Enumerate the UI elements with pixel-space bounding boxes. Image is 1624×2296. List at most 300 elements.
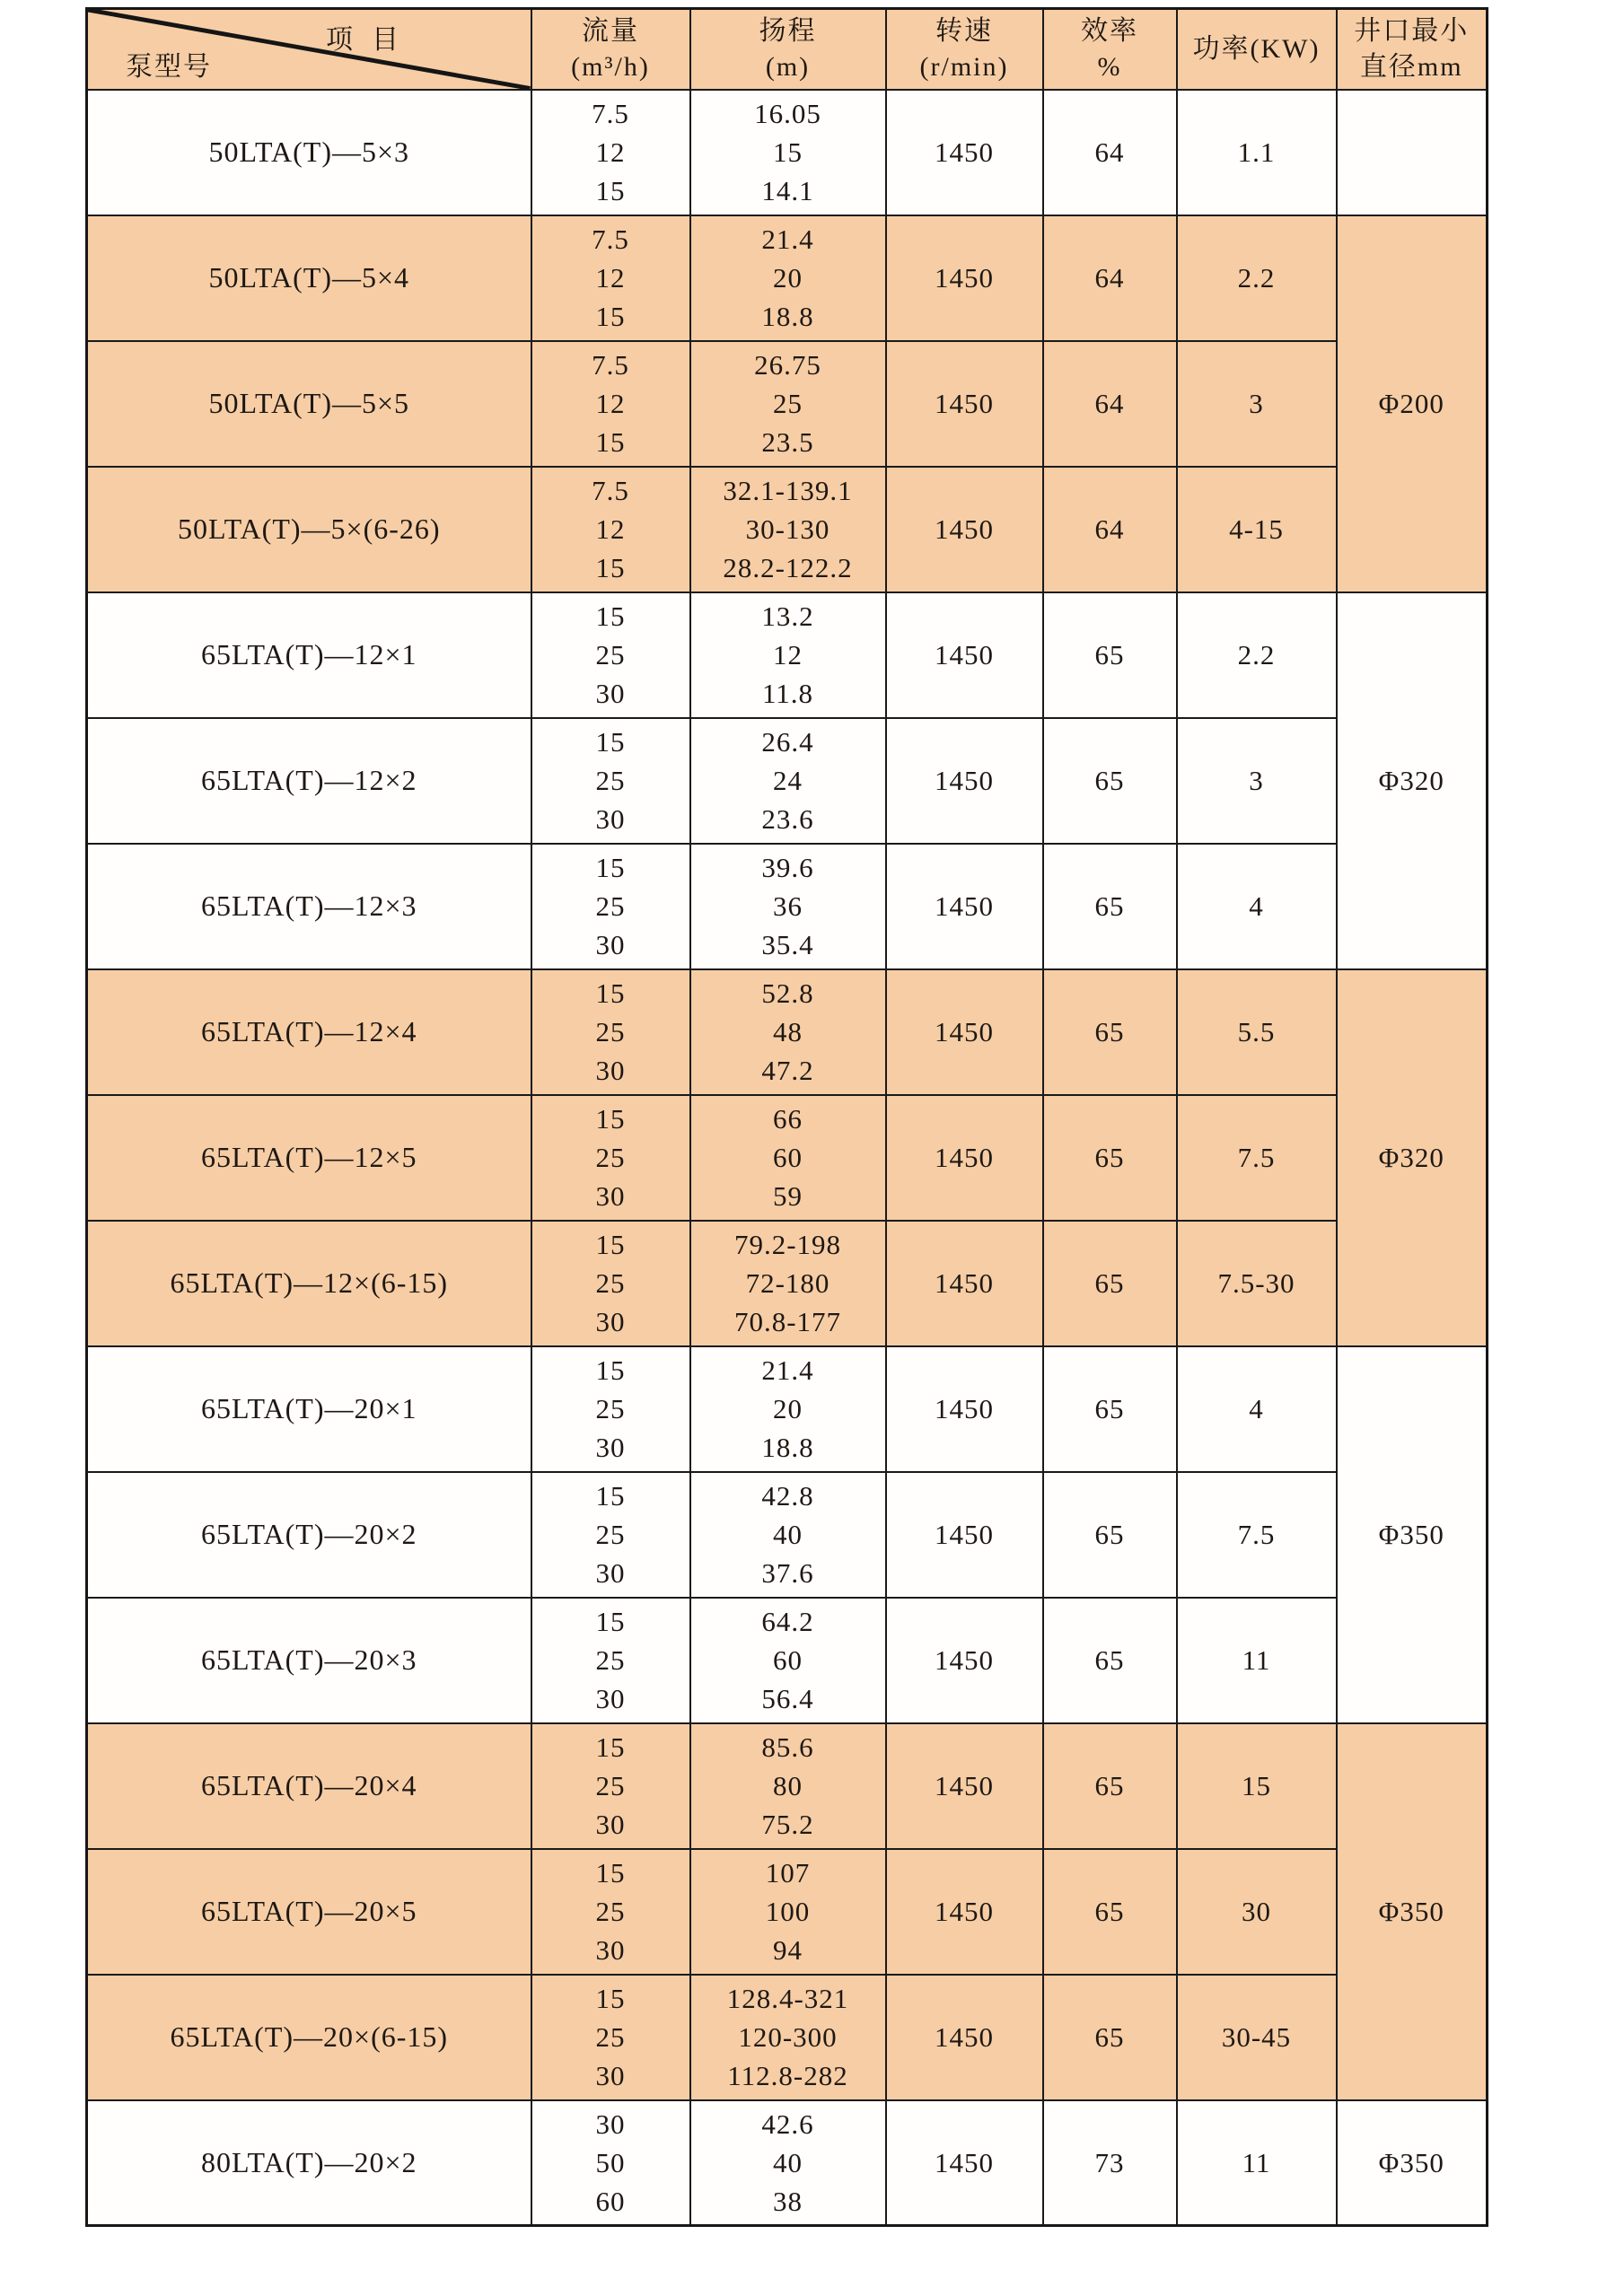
power-cell bbox=[1177, 1849, 1337, 1975]
head-cell-value: 18.8 bbox=[761, 1432, 814, 1463]
head-cell bbox=[690, 969, 886, 1095]
flow-cell bbox=[531, 215, 690, 341]
head-cell-value: 47.2 bbox=[761, 1055, 814, 1086]
speed-cell bbox=[886, 592, 1043, 718]
power-cell bbox=[1177, 969, 1337, 1095]
power-cell-value: 2.2 bbox=[1237, 262, 1276, 294]
power-cell bbox=[1177, 1221, 1337, 1346]
head-cell-value: 42.6 bbox=[761, 2108, 814, 2140]
head-cell-value: 20 bbox=[773, 262, 803, 294]
power-cell bbox=[1177, 1598, 1337, 1723]
efficiency-cell-value: 65 bbox=[1094, 1770, 1125, 1801]
flow-cell-value: 30 bbox=[595, 1055, 626, 1086]
pump-model-cell bbox=[87, 969, 531, 1095]
speed-cell-value: 1450 bbox=[935, 1896, 994, 1927]
well-diameter-cell-value: Φ320 bbox=[1378, 1142, 1444, 1173]
speed-cell bbox=[886, 341, 1043, 467]
flow-cell-value: 7.5 bbox=[592, 223, 629, 255]
flow-cell-value: 25 bbox=[595, 1393, 626, 1424]
flow-cell bbox=[531, 1849, 690, 1975]
table-row bbox=[87, 1221, 1488, 1346]
speed-cell-value: 1450 bbox=[935, 1142, 994, 1173]
table-row bbox=[87, 1598, 1488, 1723]
well-diameter-cell bbox=[1337, 1346, 1488, 1723]
flow-cell-value: 15 bbox=[595, 1857, 626, 1889]
flow-cell-value: 12 bbox=[595, 262, 626, 294]
power-header-title: 功率(KW) bbox=[1192, 33, 1321, 64]
head-cell-value: 20 bbox=[773, 1393, 803, 1424]
power-cell-value: 3 bbox=[1249, 388, 1264, 419]
table-row bbox=[87, 1095, 1488, 1221]
efficiency-cell bbox=[1043, 467, 1177, 592]
pump-model-cell bbox=[87, 1221, 531, 1346]
head-cell bbox=[690, 215, 886, 341]
well-diameter-header-cell bbox=[1337, 9, 1488, 90]
flow-cell-value: 30 bbox=[595, 2108, 626, 2140]
flow-cell bbox=[531, 1221, 690, 1346]
head-cell-value: 120-300 bbox=[738, 2021, 838, 2053]
pump-model-cell bbox=[87, 467, 531, 592]
table-row bbox=[87, 1849, 1488, 1975]
flow-cell bbox=[531, 90, 690, 215]
corner-label-pump-model: 泵型号 bbox=[126, 51, 212, 82]
well-diameter-cell-value: Φ320 bbox=[1378, 765, 1444, 796]
pump-model-cell-value: 50LTA(T)—5×3 bbox=[208, 136, 410, 168]
flow-cell-value: 15 bbox=[595, 1103, 626, 1135]
efficiency-cell bbox=[1043, 718, 1177, 844]
head-cell-value: 75.2 bbox=[761, 1809, 814, 1840]
head-cell-value: 52.8 bbox=[761, 977, 814, 1009]
pump-model-cell bbox=[87, 1598, 531, 1723]
table-row bbox=[87, 1346, 1488, 1472]
power-cell bbox=[1177, 215, 1337, 341]
power-cell-value: 7.5 bbox=[1237, 1519, 1276, 1550]
efficiency-cell bbox=[1043, 1472, 1177, 1598]
power-cell-value: 11 bbox=[1242, 1644, 1271, 1676]
speed-cell bbox=[886, 1723, 1043, 1849]
pump-model-cell bbox=[87, 341, 531, 467]
pump-model-cell-value: 65LTA(T)—20×2 bbox=[200, 1518, 417, 1550]
flow-cell-value: 15 bbox=[595, 852, 626, 883]
pump-model-cell bbox=[87, 1346, 531, 1472]
flow-cell-value: 30 bbox=[595, 929, 626, 960]
corner-header-cell bbox=[87, 9, 531, 90]
table-row bbox=[87, 215, 1488, 341]
head-cell-value: 128.4-321 bbox=[726, 1983, 849, 2014]
head-cell bbox=[690, 467, 886, 592]
flow-cell-value: 15 bbox=[595, 552, 626, 583]
head-cell-value: 12 bbox=[773, 639, 803, 670]
speed-cell bbox=[886, 718, 1043, 844]
table-row bbox=[87, 2100, 1488, 2226]
speed-cell bbox=[886, 2100, 1043, 2226]
head-cell-value: 60 bbox=[773, 1644, 803, 1676]
flow-cell bbox=[531, 969, 690, 1095]
flow-cell-value: 25 bbox=[595, 890, 626, 922]
power-cell bbox=[1177, 467, 1337, 592]
efficiency-cell-value: 64 bbox=[1094, 136, 1125, 168]
power-cell-value: 2.2 bbox=[1237, 639, 1276, 670]
efficiency-cell bbox=[1043, 215, 1177, 341]
flow-cell-value: 7.5 bbox=[592, 349, 629, 381]
power-cell-value: 1.1 bbox=[1237, 136, 1276, 168]
head-cell-value: 36 bbox=[773, 890, 803, 922]
head-cell bbox=[690, 1598, 886, 1723]
head-cell-value: 42.8 bbox=[761, 1480, 814, 1512]
head-cell-value: 21.4 bbox=[761, 223, 814, 255]
table-row bbox=[87, 969, 1488, 1095]
pump-model-cell bbox=[87, 90, 531, 215]
flow-cell-value: 15 bbox=[595, 175, 626, 206]
well-diameter-cell-value: Φ350 bbox=[1378, 2146, 1444, 2178]
pump-model-cell bbox=[87, 1975, 531, 2100]
efficiency-cell bbox=[1043, 1723, 1177, 1849]
head-cell-value: 56.4 bbox=[761, 1683, 814, 1714]
power-cell bbox=[1177, 1723, 1337, 1849]
speed-cell bbox=[886, 1346, 1043, 1472]
head-cell-value: 23.5 bbox=[761, 426, 814, 458]
head-cell-value: 16.05 bbox=[754, 98, 821, 129]
head-cell-value: 26.4 bbox=[761, 726, 814, 758]
head-cell-value: 64.2 bbox=[761, 1606, 814, 1637]
table-row bbox=[87, 1472, 1488, 1598]
flow-cell-value: 15 bbox=[595, 977, 626, 1009]
speed-cell bbox=[886, 215, 1043, 341]
power-cell-value: 7.5 bbox=[1237, 1142, 1276, 1173]
speed-cell bbox=[886, 90, 1043, 215]
head-cell-value: 60 bbox=[773, 1142, 803, 1173]
head-cell bbox=[690, 592, 886, 718]
flow-cell-value: 30 bbox=[595, 678, 626, 709]
efficiency-cell-value: 65 bbox=[1094, 1393, 1125, 1424]
head-cell bbox=[690, 1975, 886, 2100]
flow-cell bbox=[531, 1598, 690, 1723]
flow-cell-value: 30 bbox=[595, 1683, 626, 1714]
pump-model-cell-value: 65LTA(T)—20×5 bbox=[200, 1895, 417, 1927]
pump-model-cell-value: 65LTA(T)—12×2 bbox=[200, 764, 417, 796]
power-cell-value: 4-15 bbox=[1229, 513, 1284, 545]
power-cell-value: 3 bbox=[1249, 765, 1264, 796]
flow-cell-value: 15 bbox=[595, 301, 626, 332]
head-cell-value: 40 bbox=[773, 2146, 803, 2178]
head-header-unit: (m) bbox=[765, 51, 811, 82]
speed-cell-value: 1450 bbox=[935, 262, 994, 294]
speed-cell bbox=[886, 844, 1043, 969]
efficiency-cell-value: 65 bbox=[1094, 890, 1125, 922]
power-cell bbox=[1177, 90, 1337, 215]
flow-cell bbox=[531, 341, 690, 467]
head-cell-value: 66 bbox=[773, 1103, 803, 1135]
power-cell-value: 11 bbox=[1242, 2146, 1271, 2178]
flow-cell bbox=[531, 592, 690, 718]
head-cell-value: 48 bbox=[773, 1016, 803, 1047]
flow-header-cell bbox=[531, 9, 690, 90]
speed-cell-value: 1450 bbox=[935, 1016, 994, 1047]
head-cell-value: 94 bbox=[773, 1934, 803, 1966]
head-cell bbox=[690, 844, 886, 969]
pump-model-cell bbox=[87, 2100, 531, 2226]
efficiency-cell-value: 65 bbox=[1094, 2021, 1125, 2053]
pump-model-cell-value: 80LTA(T)—20×2 bbox=[200, 2145, 417, 2178]
speed-cell-value: 1450 bbox=[935, 2146, 994, 2178]
flow-cell-value: 15 bbox=[595, 726, 626, 758]
speed-header-cell bbox=[886, 9, 1043, 90]
head-cell-value: 21.4 bbox=[761, 1354, 814, 1386]
efficiency-cell bbox=[1043, 1095, 1177, 1221]
head-cell-value: 59 bbox=[773, 1180, 803, 1212]
pump-model-cell-value: 65LTA(T)—12×1 bbox=[200, 638, 417, 670]
table-row bbox=[87, 592, 1488, 718]
pump-model-cell-value: 50LTA(T)—5×(6-26) bbox=[177, 513, 441, 545]
flow-cell-value: 25 bbox=[595, 1770, 626, 1801]
efficiency-cell-value: 64 bbox=[1094, 513, 1125, 545]
efficiency-cell-value: 65 bbox=[1094, 765, 1125, 796]
flow-cell-value: 25 bbox=[595, 765, 626, 796]
head-cell-value: 38 bbox=[773, 2185, 803, 2217]
head-cell-value: 13.2 bbox=[761, 600, 814, 632]
head-cell bbox=[690, 341, 886, 467]
pump-spec-table bbox=[85, 7, 1488, 2227]
flow-cell bbox=[531, 1975, 690, 2100]
speed-cell-value: 1450 bbox=[935, 1644, 994, 1676]
pump-model-cell bbox=[87, 592, 531, 718]
flow-cell bbox=[531, 718, 690, 844]
flow-cell-value: 25 bbox=[595, 1016, 626, 1047]
flow-cell-value: 30 bbox=[595, 2060, 626, 2091]
table-row bbox=[87, 718, 1488, 844]
head-cell-value: 32.1-139.1 bbox=[723, 475, 853, 506]
flow-cell-value: 25 bbox=[595, 1142, 626, 1173]
speed-cell-value: 1450 bbox=[935, 1770, 994, 1801]
speed-header-title: 转速 bbox=[935, 15, 993, 46]
speed-cell bbox=[886, 467, 1043, 592]
head-cell-value: 18.8 bbox=[761, 301, 814, 332]
speed-cell-value: 1450 bbox=[935, 388, 994, 419]
flow-cell-value: 30 bbox=[595, 1809, 626, 1840]
pump-model-cell-value: 65LTA(T)—12×4 bbox=[200, 1015, 417, 1047]
power-cell bbox=[1177, 1346, 1337, 1472]
speed-cell-value: 1450 bbox=[935, 513, 994, 545]
speed-cell bbox=[886, 1472, 1043, 1598]
flow-cell-value: 30 bbox=[595, 1934, 626, 1966]
pump-model-cell-value: 65LTA(T)—12×(6-15) bbox=[170, 1266, 449, 1299]
flow-cell bbox=[531, 2100, 690, 2226]
flow-cell-value: 15 bbox=[595, 1731, 626, 1763]
head-cell-value: 112.8-282 bbox=[727, 2060, 848, 2091]
head-header-title: 扬程 bbox=[759, 15, 817, 46]
pump-model-cell-value: 65LTA(T)—20×(6-15) bbox=[170, 2020, 449, 2053]
efficiency-cell bbox=[1043, 969, 1177, 1095]
power-cell bbox=[1177, 2100, 1337, 2226]
flow-cell-value: 15 bbox=[595, 1229, 626, 1260]
efficiency-cell bbox=[1043, 1221, 1177, 1346]
head-cell-value: 37.6 bbox=[761, 1557, 814, 1589]
power-cell bbox=[1177, 1975, 1337, 2100]
head-cell-value: 24 bbox=[773, 765, 803, 796]
flow-cell-value: 15 bbox=[595, 1606, 626, 1637]
power-cell-value: 4 bbox=[1249, 890, 1264, 922]
head-cell-value: 26.75 bbox=[754, 349, 821, 381]
pump-table-body bbox=[87, 90, 1488, 2226]
efficiency-header-title: 效率 bbox=[1081, 15, 1138, 46]
flow-cell-value: 50 bbox=[595, 2146, 626, 2178]
pump-model-cell-value: 65LTA(T)—20×1 bbox=[200, 1392, 417, 1424]
well-diameter-cell bbox=[1337, 969, 1488, 1346]
power-cell-value: 30 bbox=[1242, 1896, 1271, 1927]
speed-cell-value: 1450 bbox=[935, 639, 994, 670]
corner-label-item: 项 目 bbox=[326, 25, 400, 55]
efficiency-cell-value: 65 bbox=[1094, 1896, 1125, 1927]
power-cell-value: 30-45 bbox=[1221, 2021, 1292, 2053]
flow-cell bbox=[531, 844, 690, 969]
pump-model-cell bbox=[87, 1723, 531, 1849]
flow-cell-value: 25 bbox=[595, 1519, 626, 1550]
speed-cell bbox=[886, 1221, 1043, 1346]
flow-cell-value: 15 bbox=[595, 1480, 626, 1512]
power-cell bbox=[1177, 844, 1337, 969]
head-cell bbox=[690, 90, 886, 215]
head-cell-value: 72-180 bbox=[745, 1267, 830, 1299]
head-cell-value: 100 bbox=[765, 1896, 811, 1927]
flow-cell-value: 7.5 bbox=[592, 475, 629, 506]
efficiency-cell-value: 64 bbox=[1094, 388, 1125, 419]
flow-cell-value: 15 bbox=[595, 1983, 626, 2014]
efficiency-header-cell bbox=[1043, 9, 1177, 90]
power-cell-value: 5.5 bbox=[1237, 1016, 1276, 1047]
head-cell-value: 40 bbox=[773, 1519, 803, 1550]
flow-cell-value: 12 bbox=[595, 513, 626, 545]
speed-cell bbox=[886, 969, 1043, 1095]
head-cell-value: 70.8-177 bbox=[733, 1306, 842, 1337]
power-cell bbox=[1177, 1095, 1337, 1221]
pump-model-cell-value: 65LTA(T)—12×5 bbox=[200, 1141, 417, 1173]
head-cell-value: 80 bbox=[773, 1770, 803, 1801]
well-diameter-cell-value: Φ350 bbox=[1378, 1519, 1444, 1550]
flow-cell-value: 30 bbox=[595, 1180, 626, 1212]
head-cell bbox=[690, 1346, 886, 1472]
speed-cell-value: 1450 bbox=[935, 1519, 994, 1550]
table-row bbox=[87, 467, 1488, 592]
power-cell bbox=[1177, 1472, 1337, 1598]
flow-cell-value: 15 bbox=[595, 1354, 626, 1386]
efficiency-cell bbox=[1043, 2100, 1177, 2226]
power-header-cell bbox=[1177, 9, 1337, 90]
head-cell-value: 23.6 bbox=[761, 803, 814, 835]
flow-cell-value: 7.5 bbox=[592, 98, 629, 129]
table-row bbox=[87, 844, 1488, 969]
speed-cell bbox=[886, 1849, 1043, 1975]
well-diameter-cell-value: Φ200 bbox=[1378, 388, 1444, 419]
flow-cell-value: 12 bbox=[595, 388, 626, 419]
flow-cell bbox=[531, 1095, 690, 1221]
flow-cell bbox=[531, 1723, 690, 1849]
pump-model-cell-value: 65LTA(T)—20×4 bbox=[200, 1769, 417, 1801]
flow-cell-value: 30 bbox=[595, 1557, 626, 1589]
speed-cell bbox=[886, 1975, 1043, 2100]
flow-cell-value: 15 bbox=[595, 426, 626, 458]
flow-cell-value: 25 bbox=[595, 639, 626, 670]
speed-cell bbox=[886, 1095, 1043, 1221]
efficiency-cell-value: 65 bbox=[1094, 1519, 1125, 1550]
head-cell-value: 79.2-198 bbox=[733, 1229, 842, 1260]
efficiency-cell-value: 65 bbox=[1094, 639, 1125, 670]
flow-cell-value: 30 bbox=[595, 803, 626, 835]
efficiency-cell-value: 65 bbox=[1094, 1142, 1125, 1173]
head-cell bbox=[690, 718, 886, 844]
pump-model-cell bbox=[87, 718, 531, 844]
head-cell bbox=[690, 1723, 886, 1849]
power-cell bbox=[1177, 592, 1337, 718]
efficiency-cell bbox=[1043, 90, 1177, 215]
pump-model-cell bbox=[87, 844, 531, 969]
efficiency-cell-value: 65 bbox=[1094, 1016, 1125, 1047]
well-diameter-cell bbox=[1337, 90, 1488, 215]
well-diameter-cell bbox=[1337, 215, 1488, 592]
flow-cell bbox=[531, 1472, 690, 1598]
head-cell-value: 107 bbox=[765, 1857, 811, 1889]
table-row bbox=[87, 341, 1488, 467]
head-cell-value: 28.2-122.2 bbox=[723, 552, 853, 583]
well-header-unit: 直径mm bbox=[1359, 51, 1463, 82]
flow-cell-value: 25 bbox=[595, 1896, 626, 1927]
efficiency-cell bbox=[1043, 844, 1177, 969]
head-cell-value: 14.1 bbox=[761, 175, 814, 206]
power-cell-value: 7.5-30 bbox=[1217, 1267, 1295, 1299]
well-diameter-cell bbox=[1337, 1723, 1488, 2100]
flow-cell-value: 15 bbox=[595, 600, 626, 632]
flow-cell-value: 25 bbox=[595, 1267, 626, 1299]
head-cell bbox=[690, 2100, 886, 2226]
efficiency-cell-value: 65 bbox=[1094, 1644, 1125, 1676]
pump-model-cell bbox=[87, 1849, 531, 1975]
power-cell-value: 4 bbox=[1249, 1393, 1264, 1424]
efficiency-cell bbox=[1043, 1849, 1177, 1975]
efficiency-cell-value: 64 bbox=[1094, 262, 1125, 294]
power-cell bbox=[1177, 341, 1337, 467]
flow-cell-value: 30 bbox=[595, 1306, 626, 1337]
speed-cell bbox=[886, 1598, 1043, 1723]
head-cell-value: 15 bbox=[773, 136, 803, 168]
head-cell-value: 30-130 bbox=[745, 513, 830, 545]
speed-cell-value: 1450 bbox=[935, 136, 994, 168]
table-row bbox=[87, 1723, 1488, 1849]
pump-model-cell-value: 65LTA(T)—20×3 bbox=[200, 1643, 417, 1676]
head-header-cell bbox=[690, 9, 886, 90]
header-row bbox=[87, 9, 1488, 90]
speed-cell-value: 1450 bbox=[935, 1267, 994, 1299]
head-cell-value: 85.6 bbox=[761, 1731, 814, 1763]
efficiency-cell-value: 65 bbox=[1094, 1267, 1125, 1299]
table-row bbox=[87, 90, 1488, 215]
head-cell-value: 39.6 bbox=[761, 852, 814, 883]
flow-cell-value: 60 bbox=[595, 2185, 626, 2217]
head-cell-value: 35.4 bbox=[761, 929, 814, 960]
efficiency-cell bbox=[1043, 1975, 1177, 2100]
head-cell bbox=[690, 1849, 886, 1975]
flow-cell-value: 12 bbox=[595, 136, 626, 168]
head-cell bbox=[690, 1095, 886, 1221]
head-cell-value: 25 bbox=[773, 388, 803, 419]
flow-header-title: 流量 bbox=[582, 15, 639, 46]
speed-cell-value: 1450 bbox=[935, 765, 994, 796]
efficiency-header-unit: % bbox=[1097, 51, 1122, 82]
speed-cell-value: 1450 bbox=[935, 1393, 994, 1424]
power-cell bbox=[1177, 718, 1337, 844]
flow-cell-value: 25 bbox=[595, 1644, 626, 1676]
head-cell-value: 11.8 bbox=[761, 678, 814, 709]
well-diameter-cell-value: Φ350 bbox=[1378, 1896, 1444, 1927]
pump-model-cell-value: 50LTA(T)—5×4 bbox=[208, 261, 410, 294]
